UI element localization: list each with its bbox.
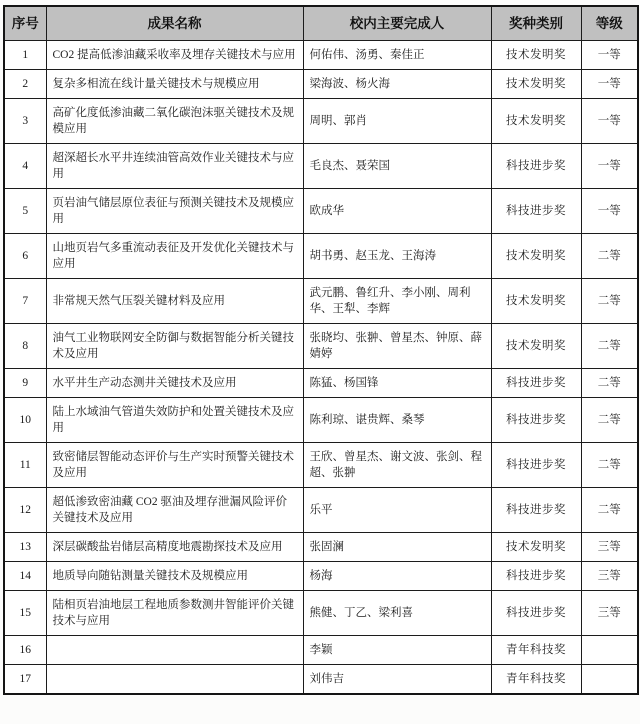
cell-award: 科技进步奖 xyxy=(491,398,581,443)
cell-name: 深层碳酸盐岩储层高精度地震勘探技术及应用 xyxy=(46,533,303,562)
table-row xyxy=(4,665,638,695)
cell-index: 13 xyxy=(4,533,46,562)
cell-award: 科技进步奖 xyxy=(491,369,581,398)
cell-name: 复杂多相流在线计量关键技术与规模应用 xyxy=(46,70,303,99)
cell-index: 3 xyxy=(4,99,46,144)
cell-people: 张晓均、张翀、曾星杰、钟原、薛婧婷 xyxy=(303,324,491,369)
table-row xyxy=(4,636,638,665)
cell-name: 非常规天然气压裂关键材料及应用 xyxy=(46,279,303,324)
cell-people: 武元鹏、鲁红升、李小刚、周利华、王犁、李辉 xyxy=(303,279,491,324)
cell-award: 技术发明奖 xyxy=(491,279,581,324)
cell-people: 乐平 xyxy=(303,488,491,533)
cell-name: 水平井生产动态测井关键技术及应用 xyxy=(46,369,303,398)
cell-name: 高矿化度低渗油藏二氧化碳泡沫驱关键技术及规模应用 xyxy=(46,99,303,144)
cell-people: 陈利琼、谌贵辉、桑琴 xyxy=(303,398,491,443)
cell-people: 王欣、曾星杰、谢文波、张剑、程超、张翀 xyxy=(303,443,491,488)
cell-award: 青年科技奖 xyxy=(491,665,581,695)
cell-grade xyxy=(581,665,638,695)
cell-name: 超深超长水平井连续油管高效作业关键技术与应用 xyxy=(46,144,303,189)
cell-grade: 二等 xyxy=(581,369,638,398)
cell-name: 陆上水域油气管道失效防护和处置关键技术及应用 xyxy=(46,398,303,443)
cell-name: 油气工业物联网安全防御与数据智能分析关键技术及应用 xyxy=(46,324,303,369)
cell-grade: 一等 xyxy=(581,70,638,99)
cell-index: 17 xyxy=(4,665,46,695)
cell-index: 2 xyxy=(4,70,46,99)
cell-index: 10 xyxy=(4,398,46,443)
table-row xyxy=(4,443,638,488)
cell-award: 科技进步奖 xyxy=(491,443,581,488)
cell-award: 科技进步奖 xyxy=(491,591,581,636)
cell-name: 地质导向随钻测量关键技术及规模应用 xyxy=(46,562,303,591)
cell-index: 12 xyxy=(4,488,46,533)
cell-grade: 一等 xyxy=(581,189,638,234)
cell-people: 陈猛、杨国锋 xyxy=(303,369,491,398)
cell-index: 16 xyxy=(4,636,46,665)
cell-index: 15 xyxy=(4,591,46,636)
cell-name: 陆相页岩油地层工程地质参数测井智能评价关键技术与应用 xyxy=(46,591,303,636)
cell-grade: 一等 xyxy=(581,144,638,189)
col-header-grade: 等级 xyxy=(581,6,638,41)
cell-people: 李颖 xyxy=(303,636,491,665)
table-row xyxy=(4,591,638,636)
cell-grade: 二等 xyxy=(581,398,638,443)
cell-grade: 二等 xyxy=(581,234,638,279)
table-row xyxy=(4,488,638,533)
cell-index: 5 xyxy=(4,189,46,234)
cell-people: 毛良杰、聂荣国 xyxy=(303,144,491,189)
cell-people: 刘伟吉 xyxy=(303,665,491,695)
cell-award: 科技进步奖 xyxy=(491,562,581,591)
cell-index: 1 xyxy=(4,41,46,70)
cell-index: 14 xyxy=(4,562,46,591)
table-header-row xyxy=(4,6,638,41)
cell-grade: 一等 xyxy=(581,99,638,144)
cell-name: CO2 提高低渗油藏采收率及埋存关键技术与应用 xyxy=(46,41,303,70)
cell-index: 8 xyxy=(4,324,46,369)
table-row xyxy=(4,99,638,144)
cell-grade: 二等 xyxy=(581,324,638,369)
cell-people: 欧成华 xyxy=(303,189,491,234)
cell-award: 科技进步奖 xyxy=(491,189,581,234)
cell-name: 超低渗致密油藏 CO2 驱油及埋存泄漏风险评价关键技术及应用 xyxy=(46,488,303,533)
cell-grade: 三等 xyxy=(581,562,638,591)
cell-grade: 三等 xyxy=(581,533,638,562)
cell-people: 何佑伟、汤勇、秦佳正 xyxy=(303,41,491,70)
col-header-award: 奖种类别 xyxy=(491,6,581,41)
table-body xyxy=(4,41,638,695)
cell-award: 技术发明奖 xyxy=(491,324,581,369)
cell-award: 技术发明奖 xyxy=(491,234,581,279)
cell-award: 科技进步奖 xyxy=(491,488,581,533)
cell-award: 技术发明奖 xyxy=(491,41,581,70)
table-row xyxy=(4,144,638,189)
cell-award: 技术发明奖 xyxy=(491,70,581,99)
cell-people: 熊健、丁乙、梁利喜 xyxy=(303,591,491,636)
table-row xyxy=(4,324,638,369)
cell-award: 青年科技奖 xyxy=(491,636,581,665)
cell-name: 致密储层智能动态评价与生产实时预警关键技术及应用 xyxy=(46,443,303,488)
cell-grade xyxy=(581,636,638,665)
cell-grade: 三等 xyxy=(581,591,638,636)
col-header-index: 序号 xyxy=(4,6,46,41)
cell-award: 科技进步奖 xyxy=(491,144,581,189)
cell-people: 梁海波、杨火海 xyxy=(303,70,491,99)
cell-award: 技术发明奖 xyxy=(491,533,581,562)
table-row xyxy=(4,533,638,562)
table-row xyxy=(4,70,638,99)
cell-name xyxy=(46,636,303,665)
cell-index: 9 xyxy=(4,369,46,398)
table-row xyxy=(4,562,638,591)
cell-index: 6 xyxy=(4,234,46,279)
cell-people: 周明、郭肖 xyxy=(303,99,491,144)
cell-grade: 二等 xyxy=(581,443,638,488)
awards-table xyxy=(3,5,639,695)
table-row xyxy=(4,189,638,234)
cell-name xyxy=(46,665,303,695)
col-header-people: 校内主要完成人 xyxy=(303,6,491,41)
cell-grade: 二等 xyxy=(581,488,638,533)
table-row xyxy=(4,369,638,398)
cell-people: 胡书勇、赵玉龙、王海涛 xyxy=(303,234,491,279)
cell-index: 4 xyxy=(4,144,46,189)
cell-people: 杨海 xyxy=(303,562,491,591)
cell-people: 张固澜 xyxy=(303,533,491,562)
table-row xyxy=(4,398,638,443)
cell-grade: 一等 xyxy=(581,41,638,70)
cell-name: 页岩油气储层原位表征与预测关键技术及规模应用 xyxy=(46,189,303,234)
cell-index: 11 xyxy=(4,443,46,488)
cell-award: 技术发明奖 xyxy=(491,99,581,144)
table-row xyxy=(4,279,638,324)
cell-name: 山地页岩气多重流动表征及开发优化关键技术与应用 xyxy=(46,234,303,279)
col-header-name: 成果名称 xyxy=(46,6,303,41)
table-row xyxy=(4,234,638,279)
cell-grade: 二等 xyxy=(581,279,638,324)
cell-index: 7 xyxy=(4,279,46,324)
table-row xyxy=(4,41,638,70)
